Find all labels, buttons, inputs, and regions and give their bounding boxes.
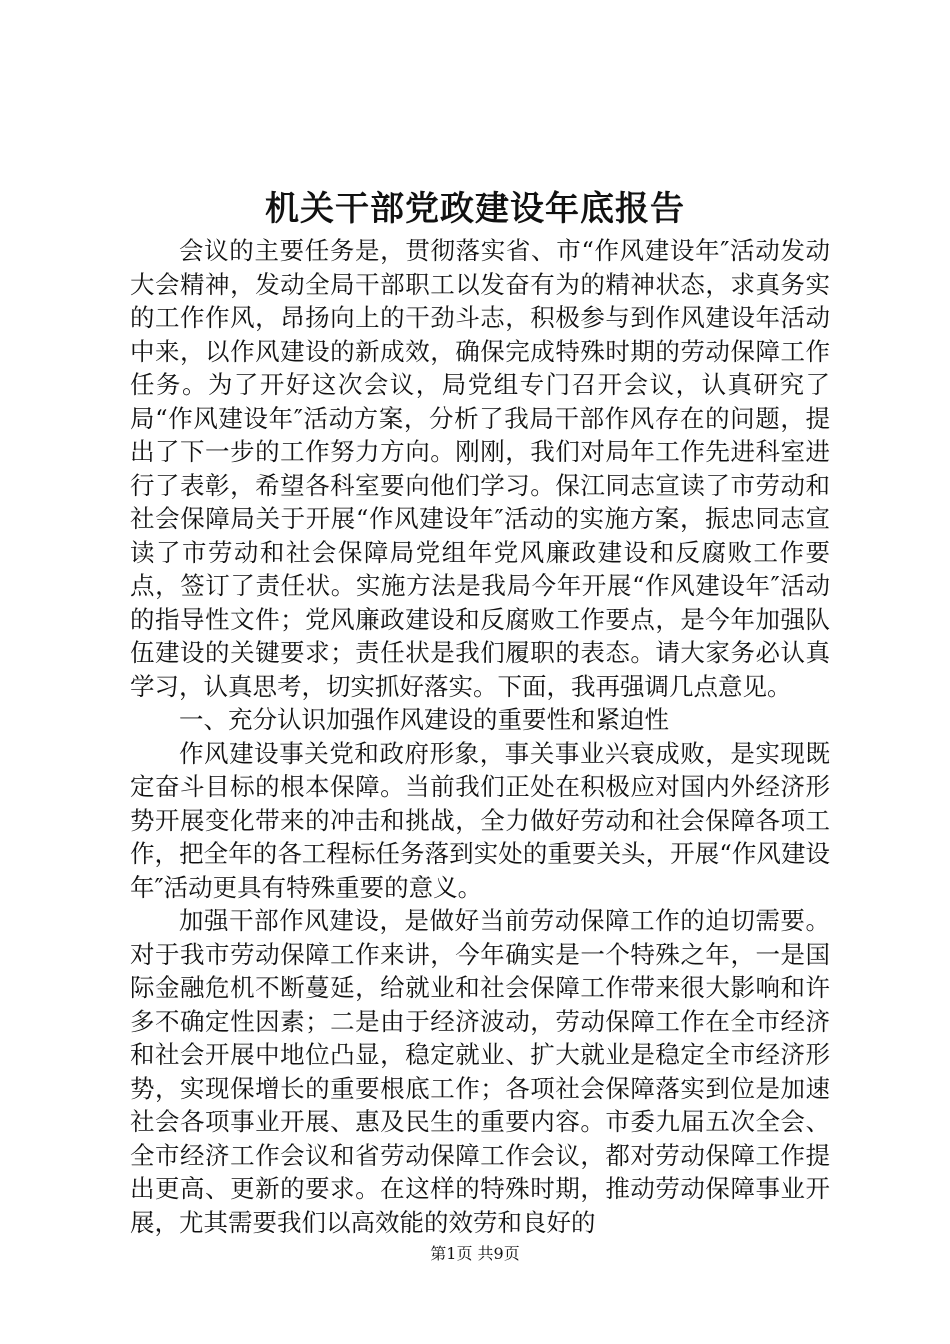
document-body (130, 234, 830, 1239)
document-title: 机关干部党政建设年底报告 (265, 189, 685, 229)
paragraph-intro: 会议的主要任务是，贯彻落实省、市“作风建设年″活动发动大会精神，发动全局干部职工以发奋有为的精神状态，求真务实的工作作风，昂扬向上的干劲斗志，积极参与到作风建设年活动中来，以作风建设的新成效，确保完成特殊时期的劳动保障工作任务。为了开好这次会议，局党组专门召开会议，认真研究了局“作风建设年″活动方案，分析了我局干部作风存在的问题，提出了下一步的工作努力方向。刚刚，我们对局年工作先进科室进行了表彰，希望各科室要向他们学习。保江同志宣读了市劳动和社会保障局关于开展“作风建设年″活动的实施方案，振忠同志宣读了市劳动和社会保障局党组年党风廉政建设和反腐败工作要点，签订了责任状。实施方法是我局今年开展“作风建设年″活动的指导性文件；党风廉政建设和反腐败工作要点，是今年加强队伍建设的关键要求；责任状是我们履职的表态。请大家务必认真学习，认真思考，切实抓好落实。下面，我再强调几点意见。 (130, 236, 830, 701)
section-heading-1: 一、充分认识加强作风建设的重要性和紧迫性 (179, 705, 669, 734)
paragraph-style-importance: 作风建设事关党和政府形象，事关事业兴衰成败，是实现既定奋斗目标的根本保障。当前我们正处在积极应对国内外经济形势开展变化带来的冲击和挑战，全力做好劳动和社会保障各项工作，把全年的各工程标任务落到实处的重要关头，开展“作风建设年″活动更具有特殊重要的意义。 (130, 738, 830, 902)
page-footer: 第1页 共9页 (430, 1244, 520, 1263)
paragraph-urgent-need: 加强干部作风建设，是做好当前劳动保障工作的迫切需要。对于我市劳动保障工作来讲，今年确实是一个特殊之年，一是国际金融危机不断蔓延，给就业和社会保障工作带来很大影响和许多不确定性因素；二是由于经济波动，劳动保障工作在全市经济和社会开展中地位凸显，稳定就业、扩大就业是稳定全市经济形势，实现保增长的重要根底工作；各项社会保障落实到位是加速社会各项事业开展、惠及民生的重要内容。市委九届五次全会、全市经济工作会议和省劳动保障工作会议，都对劳动保障工作提出更高、更新的要求。在这样的特殊时期，推动劳动保障事业开展，尤其需要我们以高效能的效劳和良好的 (130, 906, 830, 1237)
